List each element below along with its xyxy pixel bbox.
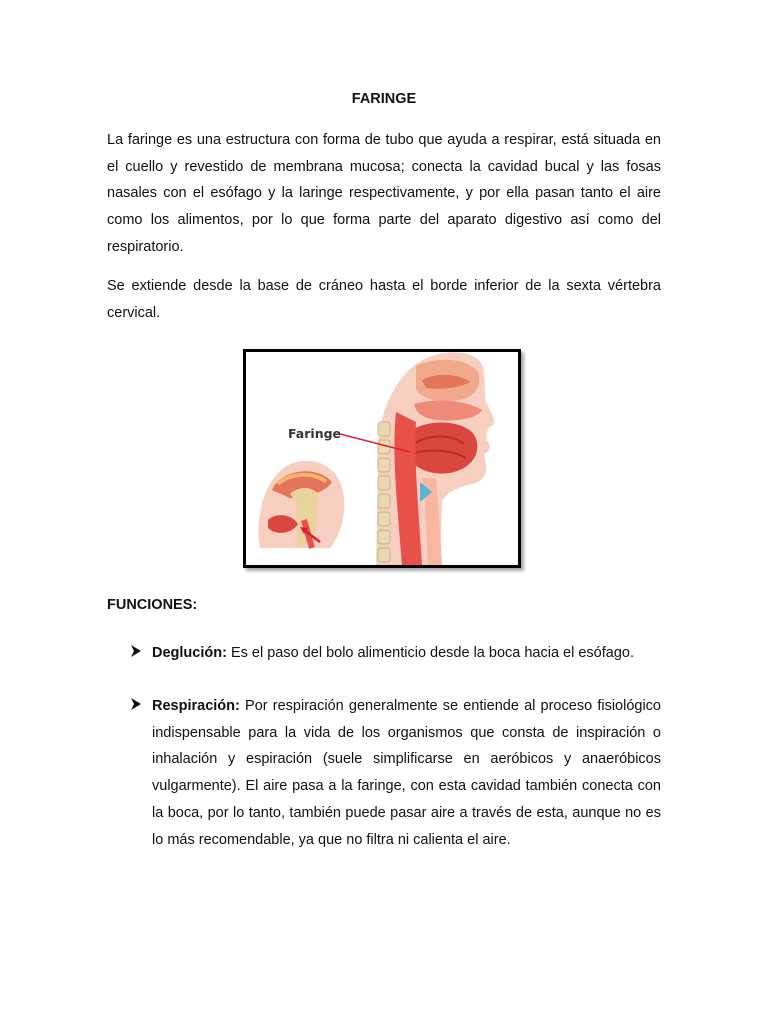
list-item-term: Deglución:	[152, 645, 227, 661]
list-item-text	[152, 693, 661, 853]
list-item-term: Respiración:	[152, 698, 240, 714]
pharynx-label: Faringe	[288, 426, 342, 441]
list-item-text	[152, 640, 661, 667]
arrowhead-bullet-icon	[130, 644, 142, 658]
pharynx-figure	[243, 349, 521, 568]
pharynx-anatomy-illustration	[246, 352, 518, 565]
list-item	[130, 693, 661, 853]
page-title: FARINGE	[351, 91, 417, 107]
list-item-description: Por respiración generalmente se entiende al proceso fisiológico indispensable para la vida de los organismos que consta de inspiración o inhalación y espiración (suele simplificarse en aeróbicos y anaeróbicos vulgarmente). El aire pasa a la faringe, con esta cavidad también conecta con la boca, por lo tanto, también puede pasar aire a través de esta, aunque no es lo más recomendable, ya que no filtra ni calienta el aire.	[152, 698, 661, 848]
intro-paragraph: La faringe es una estructura con forma de tubo que ayuda a respirar, está situada en el cuello y revestido de membrana mucosa; conecta la cavidad bucal y las fosas nasales con el esófago y la laringe respectivamente, y por ella pasan tanto el aire como los alimentos, por lo que forma parte del aparato digestivo así como del respiratorio.	[107, 132, 661, 255]
list-item	[130, 640, 661, 667]
section-title-funciones: FUNCIONES:	[107, 597, 198, 613]
list-item-description: Es el paso del bolo alimenticio desde la boca hacia el esófago.	[226, 645, 634, 661]
extent-paragraph: Se extiende desde la base de cráneo hasta el borde inferior de la sexta vértebra cervical.	[107, 278, 661, 321]
arrowhead-bullet-icon	[130, 697, 142, 711]
